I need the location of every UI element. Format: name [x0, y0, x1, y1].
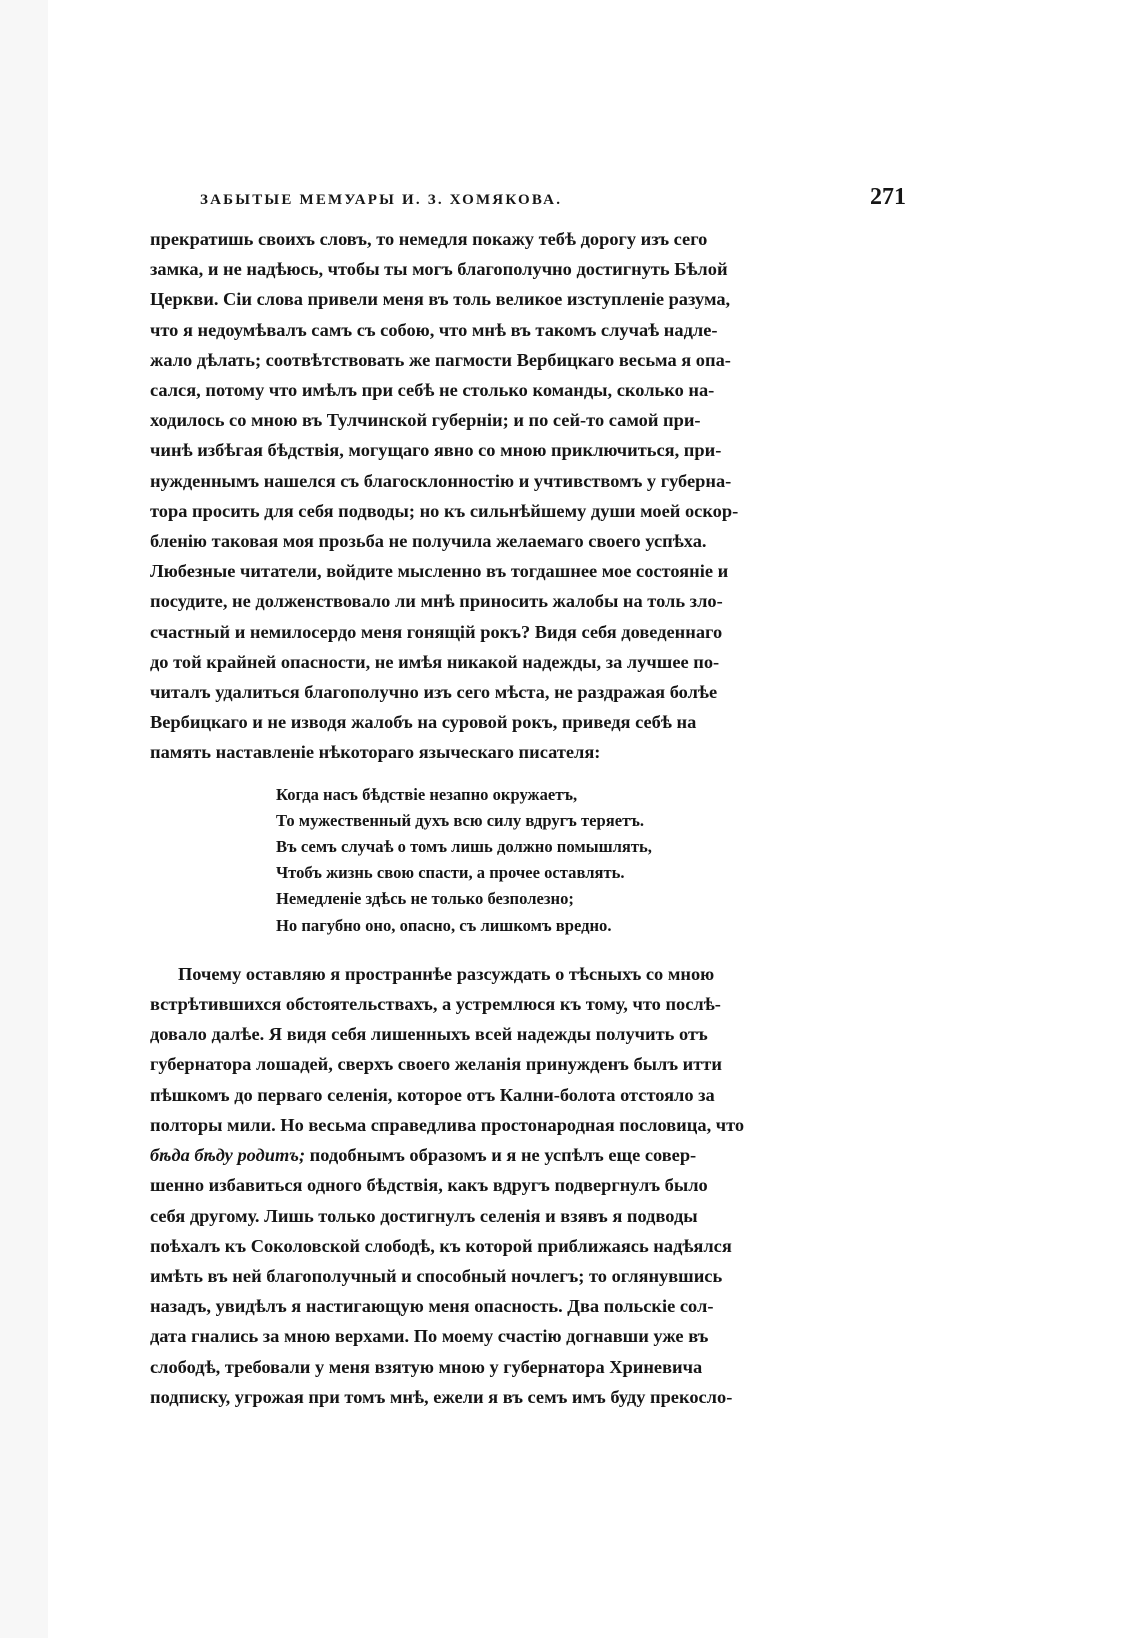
paragraph-1 [150, 224, 916, 768]
text-line: полторы мили. Но весьма справедлива простонародная пословица, что [150, 1114, 745, 1135]
text-line: память наставленіе нѣкотораго языческаго писателя: [150, 742, 601, 763]
text-line: бленію таковая моя прозьба не получила желаемаго своего успѣха. [150, 531, 707, 552]
text-line-rest: подобнымъ образомъ и я не успѣлъ еще совер- [305, 1145, 697, 1166]
verse-line: Немедленіе здѣсь не только безполезно; [276, 889, 574, 909]
text-line: тора просить для себя подводы; но къ сильнѣйшему души моей оскор- [150, 500, 739, 521]
text-line: губернатора лошадей, сверхъ своего желанія принужденъ былъ итти [150, 1054, 722, 1075]
text-line: пѣшкомъ до перваго селенія, которое отъ Кални-болота отстояло за [150, 1084, 715, 1105]
book-page [150, 180, 916, 1412]
text-line: чинѣ избѣгая бѣдствія, могущаго явно со мною приключиться, при- [150, 440, 722, 461]
verse-line: Чтобъ жизнь свою спасти, а прочее оставлять. [276, 863, 625, 883]
text-line: слободѣ, требовали у меня взятую мною у губернатора Хриневича [150, 1356, 703, 1377]
text-line: дата гнались за мною верхами. По моему счастію догнавши уже въ [150, 1326, 709, 1347]
text-line-with-italic [150, 1140, 916, 1170]
text-line: встрѣтившихся обстоятельствахъ, а устремлюся къ тому, что послѣ- [150, 994, 721, 1015]
text-line: жало дѣлать; соотвѣтствовать же пагмости Вербицкаго весьма я опа- [150, 349, 731, 370]
text-line: что я недоумѣвалъ самъ съ собою, что мнѣ въ такомъ случаѣ надле- [150, 319, 718, 340]
text-line: посудите, не долженствовало ли мнѣ приносить жалобы на толь зло- [150, 591, 723, 612]
text-line: Церкви. Сіи слова привели меня въ толь великое изступленіе разума, [150, 289, 731, 310]
text-line: Почему оставляю я пространнѣе разсуждать о тѣсныхъ со мною [178, 963, 715, 984]
text-line: счастный и немилосердо меня гонящій рокъ? Видя себя доведеннаго [150, 621, 723, 642]
text-line: Вербицкаго и не изводя жалобъ на суровой рокъ, приведя себѣ на [150, 712, 697, 733]
verse-line: То мужественный духъ всю силу вдругъ теряетъ. [276, 810, 645, 830]
text-line: себя другому. Лишь только достигнулъ селенія и взявъ я подводы [150, 1205, 698, 1226]
text-line: до той крайней опасности, не имѣя никакой надежды, за лучшее по- [150, 651, 720, 672]
verse-quotation [276, 782, 916, 939]
text-line: довало далѣе. Я видя себя лишенныхъ всей надежды получить отъ [150, 1024, 708, 1045]
text-line: назадъ, увидѣлъ я настигающую меня опасность. Два польскіе сол- [150, 1296, 714, 1317]
text-line: шенно избавиться одного бѣдствія, какъ вдругъ подвергнулъ было [150, 1175, 708, 1196]
text-line: замка, и не надѣюсь, чтобы ты могъ благополучно достигнуть Бѣлой [150, 259, 728, 280]
text-line: подписку, угрожая при томъ мнѣ, ежели я въ семъ имъ буду прекосло- [150, 1386, 733, 1407]
text-line: нужденнымъ нашелся съ благосклонностію и учтивствомъ у губерна- [150, 470, 732, 491]
running-header [150, 180, 916, 224]
text-line: Любезные читатели, войдите мысленно въ тогдашнее мое состояніе и [150, 561, 729, 582]
text-line: прекратишь своихъ словъ, то немедля покажу тебѣ дорогу изъ сего [150, 229, 708, 249]
text-line: имѣть въ ней благополучный и способный ночлегъ; то оглянувшись [150, 1265, 723, 1286]
verse-line: Въ семъ случаѣ о томъ лишь должно помышлять, [276, 837, 652, 857]
verse-line: Но пагубно оно, опасно, съ лишкомъ вредно. [276, 915, 612, 935]
italic-proverb: бѣда бѣду родитъ; [150, 1145, 306, 1166]
scan-margin-shade [0, 0, 48, 1638]
text-line: сался, потому что имѣлъ при себѣ не столько команды, сколько на- [150, 380, 715, 401]
text-line: поѣхалъ къ Соколовской слободѣ, къ которой приближаясь надѣялся [150, 1235, 732, 1256]
page-number: 271 [870, 184, 906, 210]
text-line: читалъ удалиться благополучно изъ сего мѣста, не раздражая болѣе [150, 682, 718, 703]
verse-line: Когда насъ бѣдствіе незапно окружаетъ, [276, 784, 578, 804]
paragraph-2 [150, 959, 916, 1412]
running-title: ЗАБЫТЫЕ МЕМУАРЫ И. З. ХОМЯКОВА. [200, 192, 563, 208]
text-line: ходилось со мною въ Тулчинской губерніи; и по сей-то самой при- [150, 410, 701, 431]
